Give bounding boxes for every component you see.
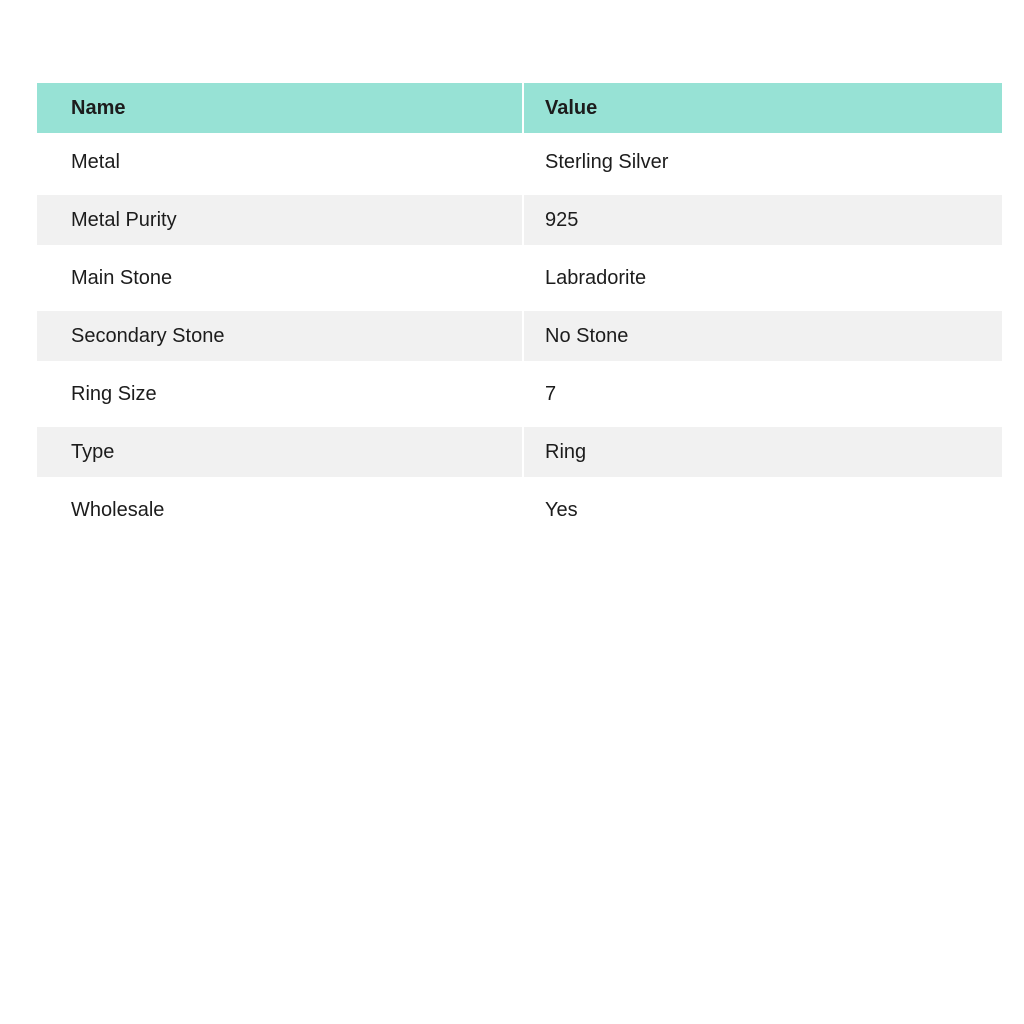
attribute-value-cell: 7 bbox=[524, 365, 1002, 423]
attribute-name-cell: Main Stone bbox=[37, 249, 524, 307]
attribute-value-cell: Labradorite bbox=[524, 249, 1002, 307]
attributes-table-container bbox=[37, 83, 1002, 539]
table-row bbox=[37, 133, 1002, 191]
column-header-value: Value bbox=[524, 83, 1002, 133]
attribute-value-cell: No Stone bbox=[524, 307, 1002, 365]
attribute-value-cell: Yes bbox=[524, 481, 1002, 539]
table-row bbox=[37, 307, 1002, 365]
attribute-name-cell: Type bbox=[37, 423, 524, 481]
product-attributes-table bbox=[37, 83, 1002, 539]
table-row bbox=[37, 249, 1002, 307]
column-header-name: Name bbox=[37, 83, 524, 133]
attribute-value-cell: 925 bbox=[524, 191, 1002, 249]
table-row bbox=[37, 365, 1002, 423]
table-row bbox=[37, 423, 1002, 481]
table-header-row bbox=[37, 83, 1002, 133]
table-row bbox=[37, 481, 1002, 539]
attribute-name-cell: Metal Purity bbox=[37, 191, 524, 249]
attribute-value-cell: Sterling Silver bbox=[524, 133, 1002, 191]
attribute-name-cell: Secondary Stone bbox=[37, 307, 524, 365]
table-row bbox=[37, 191, 1002, 249]
attribute-value-cell: Ring bbox=[524, 423, 1002, 481]
attribute-name-cell: Ring Size bbox=[37, 365, 524, 423]
attribute-name-cell: Metal bbox=[37, 133, 524, 191]
attribute-name-cell: Wholesale bbox=[37, 481, 524, 539]
